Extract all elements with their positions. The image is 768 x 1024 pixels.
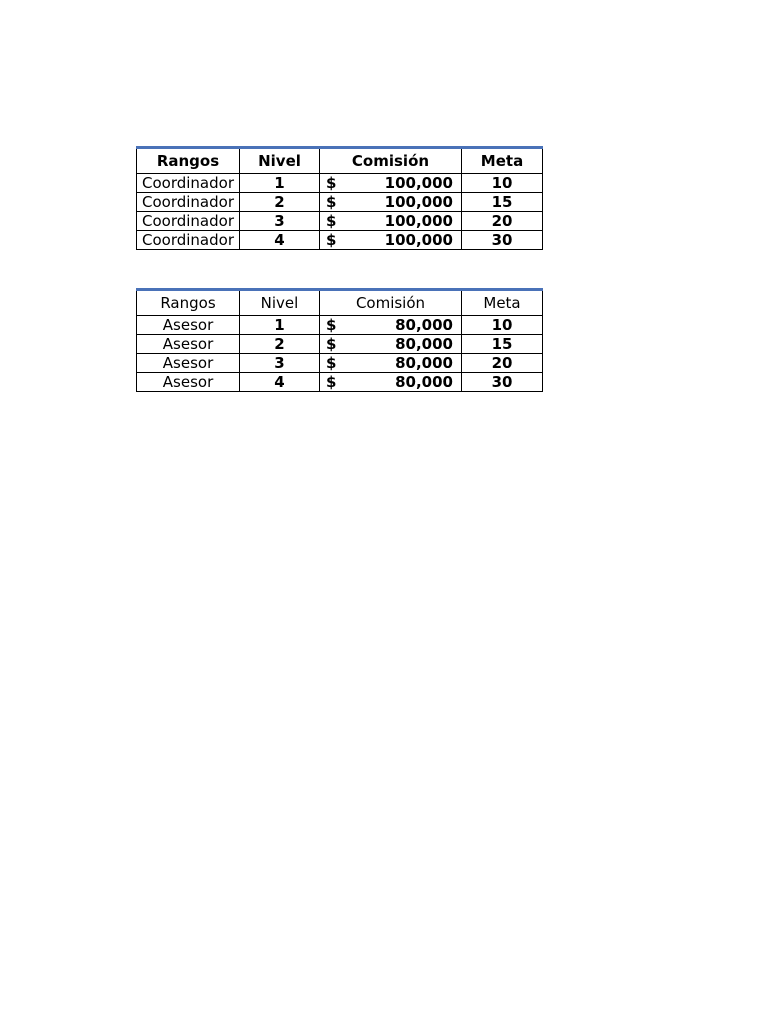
comision-value: 80,000 — [395, 373, 453, 391]
meta-cell: 10 — [462, 174, 543, 193]
rango-cell: Asesor — [137, 373, 240, 392]
rango-cell: Asesor — [137, 335, 240, 354]
table-row — [137, 316, 543, 335]
currency-symbol: $ — [326, 212, 337, 230]
header-nivel: Nivel — [240, 290, 320, 316]
meta-cell: 15 — [462, 335, 543, 354]
header-comision: Comisión — [320, 148, 462, 174]
comision-value: 100,000 — [384, 174, 453, 192]
currency-symbol: $ — [326, 373, 337, 391]
meta-cell: 15 — [462, 193, 543, 212]
header-comision: Comisión — [320, 290, 462, 316]
rango-cell: Asesor — [137, 316, 240, 335]
comision-value: 100,000 — [384, 212, 453, 230]
comision-value: 80,000 — [395, 354, 453, 372]
nivel-cell: 4 — [240, 373, 320, 392]
meta-cell: 20 — [462, 354, 543, 373]
table-row — [137, 373, 543, 392]
comision-cell — [320, 316, 462, 335]
rango-cell: Coordinador — [137, 174, 240, 193]
currency-symbol: $ — [326, 316, 337, 334]
comision-cell — [320, 231, 462, 250]
currency-symbol: $ — [326, 231, 337, 249]
nivel-cell: 3 — [240, 212, 320, 231]
comision-cell — [320, 174, 462, 193]
meta-cell: 30 — [462, 231, 543, 250]
asesor-table — [136, 288, 543, 392]
comision-cell — [320, 335, 462, 354]
table-row — [137, 212, 543, 231]
header-row — [137, 290, 543, 316]
table-row — [137, 231, 543, 250]
header-rangos: Rangos — [137, 148, 240, 174]
currency-symbol: $ — [326, 335, 337, 353]
comision-cell — [320, 212, 462, 231]
currency-symbol: $ — [326, 354, 337, 372]
header-nivel: Nivel — [240, 148, 320, 174]
rango-cell: Coordinador — [137, 231, 240, 250]
header-rangos: Rangos — [137, 290, 240, 316]
meta-cell: 20 — [462, 212, 543, 231]
nivel-cell: 1 — [240, 316, 320, 335]
comision-value: 80,000 — [395, 316, 453, 334]
meta-cell: 30 — [462, 373, 543, 392]
rango-cell: Coordinador — [137, 212, 240, 231]
comision-cell — [320, 354, 462, 373]
currency-symbol: $ — [326, 193, 337, 211]
table-row — [137, 335, 543, 354]
table-row — [137, 354, 543, 373]
meta-cell: 10 — [462, 316, 543, 335]
rango-cell: Coordinador — [137, 193, 240, 212]
rango-cell: Asesor — [137, 354, 240, 373]
currency-symbol: $ — [326, 174, 337, 192]
header-meta: Meta — [462, 148, 543, 174]
header-meta: Meta — [462, 290, 543, 316]
comision-value: 80,000 — [395, 335, 453, 353]
comision-value: 100,000 — [384, 193, 453, 211]
nivel-cell: 1 — [240, 174, 320, 193]
table-row — [137, 193, 543, 212]
nivel-cell: 2 — [240, 193, 320, 212]
coordinador-table — [136, 146, 543, 250]
comision-value: 100,000 — [384, 231, 453, 249]
nivel-cell: 4 — [240, 231, 320, 250]
table-row — [137, 174, 543, 193]
comision-cell — [320, 373, 462, 392]
nivel-cell: 2 — [240, 335, 320, 354]
comision-cell — [320, 193, 462, 212]
nivel-cell: 3 — [240, 354, 320, 373]
header-row — [137, 148, 543, 174]
